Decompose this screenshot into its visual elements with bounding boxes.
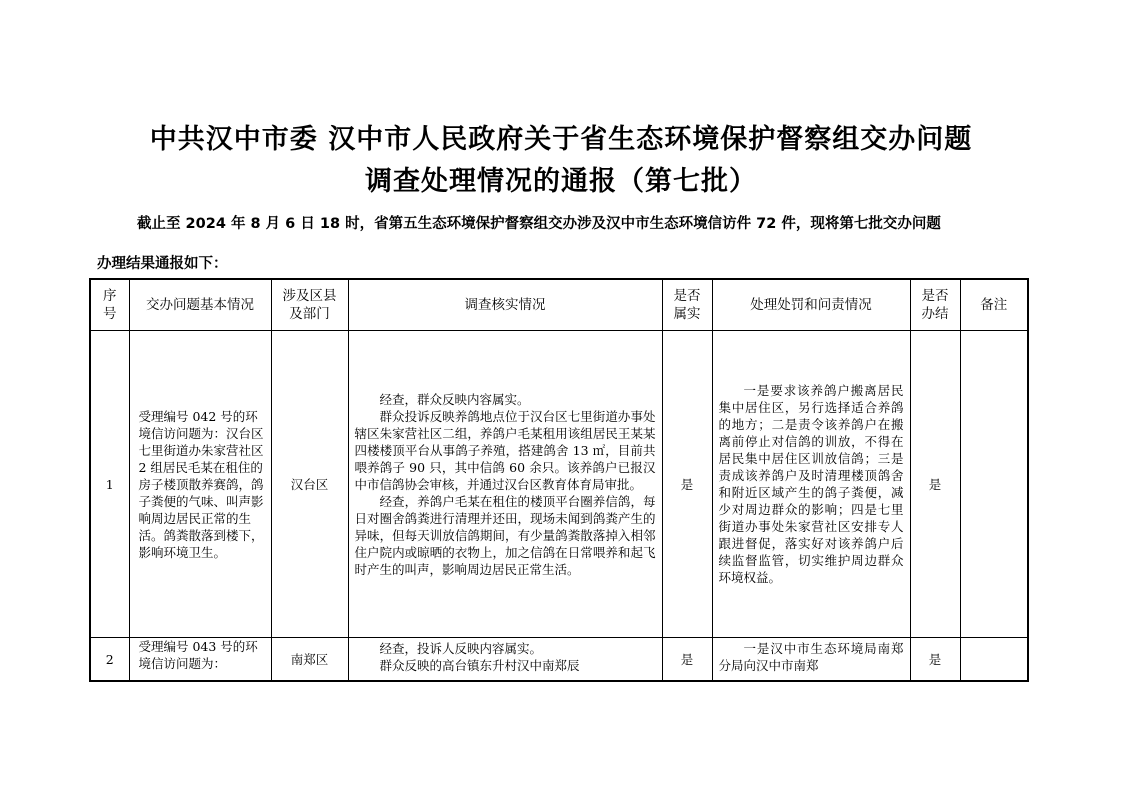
- investigation-paragraph: 经查，群众反映内容属实。: [379, 391, 530, 407]
- row-problem: 受理编号 043 号的环境信访问题为：: [129, 638, 271, 682]
- row-investigation: [348, 331, 662, 638]
- intro-line1: 截止至 2024 年 8 月 6 日 18 时，省第五生态环境保护督察组交办涉及汉中市生态环境信访件 72 件，现将第七批交办问题: [137, 216, 941, 232]
- row-handling: [712, 638, 910, 682]
- row-closed: 是: [910, 638, 960, 682]
- header-investigation: 调查核实情况: [348, 279, 662, 331]
- header-seq: 序号: [90, 279, 129, 331]
- row-district: 南郑区: [271, 638, 348, 682]
- header-remarks: 备注: [960, 279, 1028, 331]
- investigation-paragraph: 经查，投诉人反映内容属实。: [379, 641, 543, 656]
- investigation-paragraph: 群众反映的高台镇东升村汉中南郑辰: [379, 658, 580, 673]
- row-verified: 是: [662, 638, 712, 682]
- header-district: 涉及区县及部门: [271, 279, 348, 331]
- report-table: [89, 278, 1029, 682]
- row-problem: 受理编号 042 号的环境信访问题为：汉台区七里街道办朱家营社区 2 组居民毛某在租住的房子楼顶散养赛鸽，鸽子粪便的气味、叫声影响周边居民正常的生活。鸽粪散落到楼下，影响环境卫生。: [129, 331, 271, 638]
- document-title-line1: 中共汉中市委 汉中市人民政府关于省生态环境保护督察组交办问题: [149, 124, 973, 155]
- row-verified: 是: [662, 331, 712, 638]
- row-seq: 2: [90, 638, 129, 682]
- row-district: 汉台区: [271, 331, 348, 638]
- table-header-row: [90, 279, 1028, 331]
- table-row: [90, 331, 1028, 638]
- row-investigation: [348, 638, 662, 682]
- header-handling: 处理处罚和问责情况: [712, 279, 910, 331]
- handling-paragraph: 一是汉中市生态环境局南郑分局向汉中市南郑: [718, 641, 904, 673]
- header-closed: 是否办结: [910, 279, 960, 331]
- investigation-paragraph: 群众投诉反映养鸽地点位于汉台区七里街道办事处辖区朱家营社区二组，养鸽户毛某租用该组居民王某某四楼楼顶平台从事鸽子养殖，搭建鸽舍 13 ㎡，目前共喂养鸽子 90 只，其中信鸽 60 余只。该养鸽户已报汉中市信鸽协会审核，并通过汉台区教育体育局审批。: [354, 408, 656, 492]
- row-handling: [712, 331, 910, 638]
- investigation-paragraph: 经查，养鸽户毛某在租住的楼顶平台圈养信鸽，每日对圈舍鸽粪进行清理并还田，现场未闻到鸽粪产生的异味，但每天训放信鸽期间，有少量鸽粪散落掉入相邻住户院内或晾晒的衣物上，加之信鸽在日常喂养和起飞时产生的叫声，影响周边居民正常生活。: [354, 493, 656, 577]
- header-verified: 是否属实: [662, 279, 712, 331]
- handling-paragraph: 一是要求该养鸽户搬离居民集中居住区，另行选择适合养鸽的地方；二是责令该养鸽户在搬离前停止对信鸽的训放，不得在居民集中居住区训放信鸽；三是责成该养鸽户及时清理楼顶鸽舍和附近区域产生的鸽子粪便，减少对周边群众的影响；四是七里街道办事处朱家营社区安排专人跟进督促，落实好对该养鸽户后续监督监管，切实维护周边群众环境权益。: [718, 383, 904, 585]
- document-title-line2: 调查处理情况的通报（第七批）: [365, 166, 757, 197]
- header-problem: 交办问题基本情况: [129, 279, 271, 331]
- row-remarks: [960, 331, 1028, 638]
- intro-line2: 办理结果通报如下：: [97, 256, 228, 272]
- row-closed: 是: [910, 331, 960, 638]
- row-seq: 1: [90, 331, 129, 638]
- row-remarks: [960, 638, 1028, 682]
- table-row: [90, 638, 1028, 682]
